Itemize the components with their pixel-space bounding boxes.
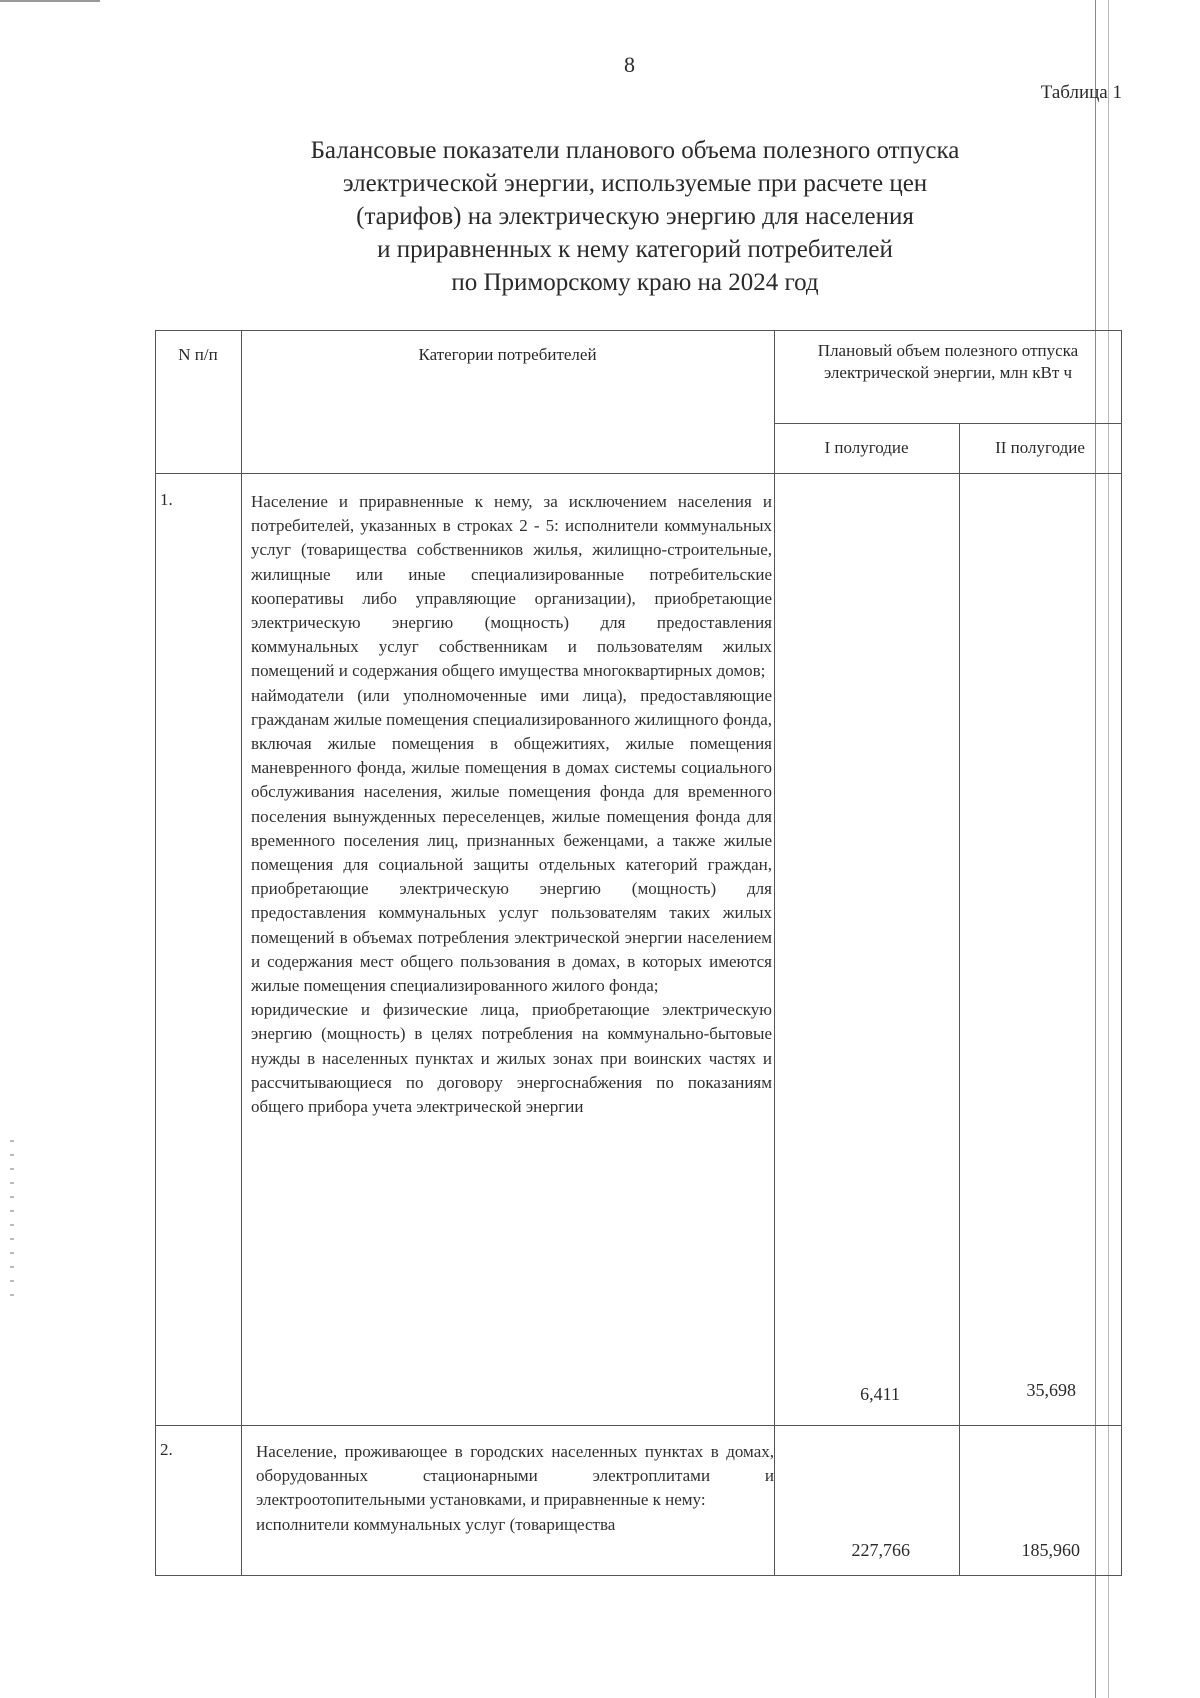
header-half2: II полугодие [995, 438, 1085, 457]
title-line: и приравненных к нему категорий потребителей [377, 236, 893, 263]
row-category-text [251, 490, 772, 1119]
scan-edge-line-secondary [1108, 0, 1109, 1698]
category-paragraph: наймодатели (или уполномоченные ими лица), предоставляющие гражданам жилые помещения специализированного жилищного фонда, включая жилые помещения в общежитиях, жилые помещения маневренного фонда, жилые помещения в домах системы социального обслуживания населения, жилые помещения фонда для временного поселения вынужденных переселенцев, жилые помещения фонда для временного поселения лиц, признанных беженцами, а также жилые помещения для социальной защиты отдельных категорий граждан, приобретающие электрическую энергию (мощность) для предоставления коммунальных услуг пользователям таких жилых помещений в объемах потребления электрической энергии населением и содержания мест общего пользования в домах, в которых имеются жилые помещения специализированного жилого фонда; [251, 685, 772, 996]
category-paragraph: Население, проживающее в городских населенных пунктах в домах, оборудованных стационарными электроплитами и электроотопительными установками, и приравненные к нему: [256, 1442, 774, 1510]
title-line: (тарифов) на электрическую энергию для населения [356, 203, 914, 230]
category-paragraph: юридические и физические лица, приобретающие электрическую энергию (мощность) в целях потребления на коммунально-бытовые нужды в населенных пунктах и жилых зонах при воинских частях и рассчитывающиеся по договору энергоснабжения по показаниям общего прибора учета электрической энергии [251, 1000, 772, 1117]
header-half1: I полугодие [824, 438, 909, 457]
col-divider-no [241, 330, 242, 1575]
page-number: 8 [624, 52, 635, 77]
table-border-bottom [155, 1575, 1122, 1576]
header-no: N п/п [178, 345, 218, 364]
title-line: электрической энергии, используемые при расчете цен [342, 170, 928, 197]
header-volume: Плановый объем полезного отпуска электрической энергии, млн кВт ч [817, 341, 1079, 382]
value-half1: 6,411 [860, 1384, 900, 1404]
header-bottom-border [155, 473, 1122, 474]
scan-edge-line [1095, 0, 1096, 1698]
header-divider [774, 423, 1122, 424]
row-number: 2. [160, 1440, 173, 1459]
table-border-right [1121, 330, 1122, 1575]
value-half1: 227,766 [851, 1540, 910, 1560]
title-line: Балансовые показатели планового объема полезного отпуска [310, 137, 960, 164]
col-divider-half [959, 423, 960, 1575]
value-half2: 185,960 [1021, 1540, 1080, 1560]
table-border-top [155, 330, 1122, 331]
scan-corner-mark [0, 0, 100, 2]
col-divider-category [774, 330, 775, 1575]
scan-binding-dots [10, 1140, 14, 1300]
header-category: Категории потребителей [418, 345, 597, 364]
category-paragraph: исполнители коммунальных услуг (товарищества [256, 1514, 616, 1534]
row-number: 1. [160, 490, 173, 509]
row-category-text [256, 1440, 774, 1537]
document-title [200, 134, 1070, 299]
table-label: Таблица 1 [1040, 82, 1122, 103]
value-half2: 35,698 [1026, 1380, 1076, 1400]
title-line: по Приморскому краю на 2024 год [451, 269, 819, 296]
table-border-left [155, 330, 156, 1575]
category-paragraph: Население и приравненные к нему, за исключением населения и потребителей, указанных в строках 2 - 5: исполнители коммунальных услуг (товарищества собственников жилья, жилищно-строительные, жилищные или иные специализированные потребительские кооперативы либо управляющие организации), приобретающие электрическую энергию (мощность) для предоставления коммунальных услуг собственникам и пользователям жилых помещений и содержания общего имущества многоквартирных домов; [251, 492, 772, 681]
row-divider [155, 1425, 1122, 1426]
